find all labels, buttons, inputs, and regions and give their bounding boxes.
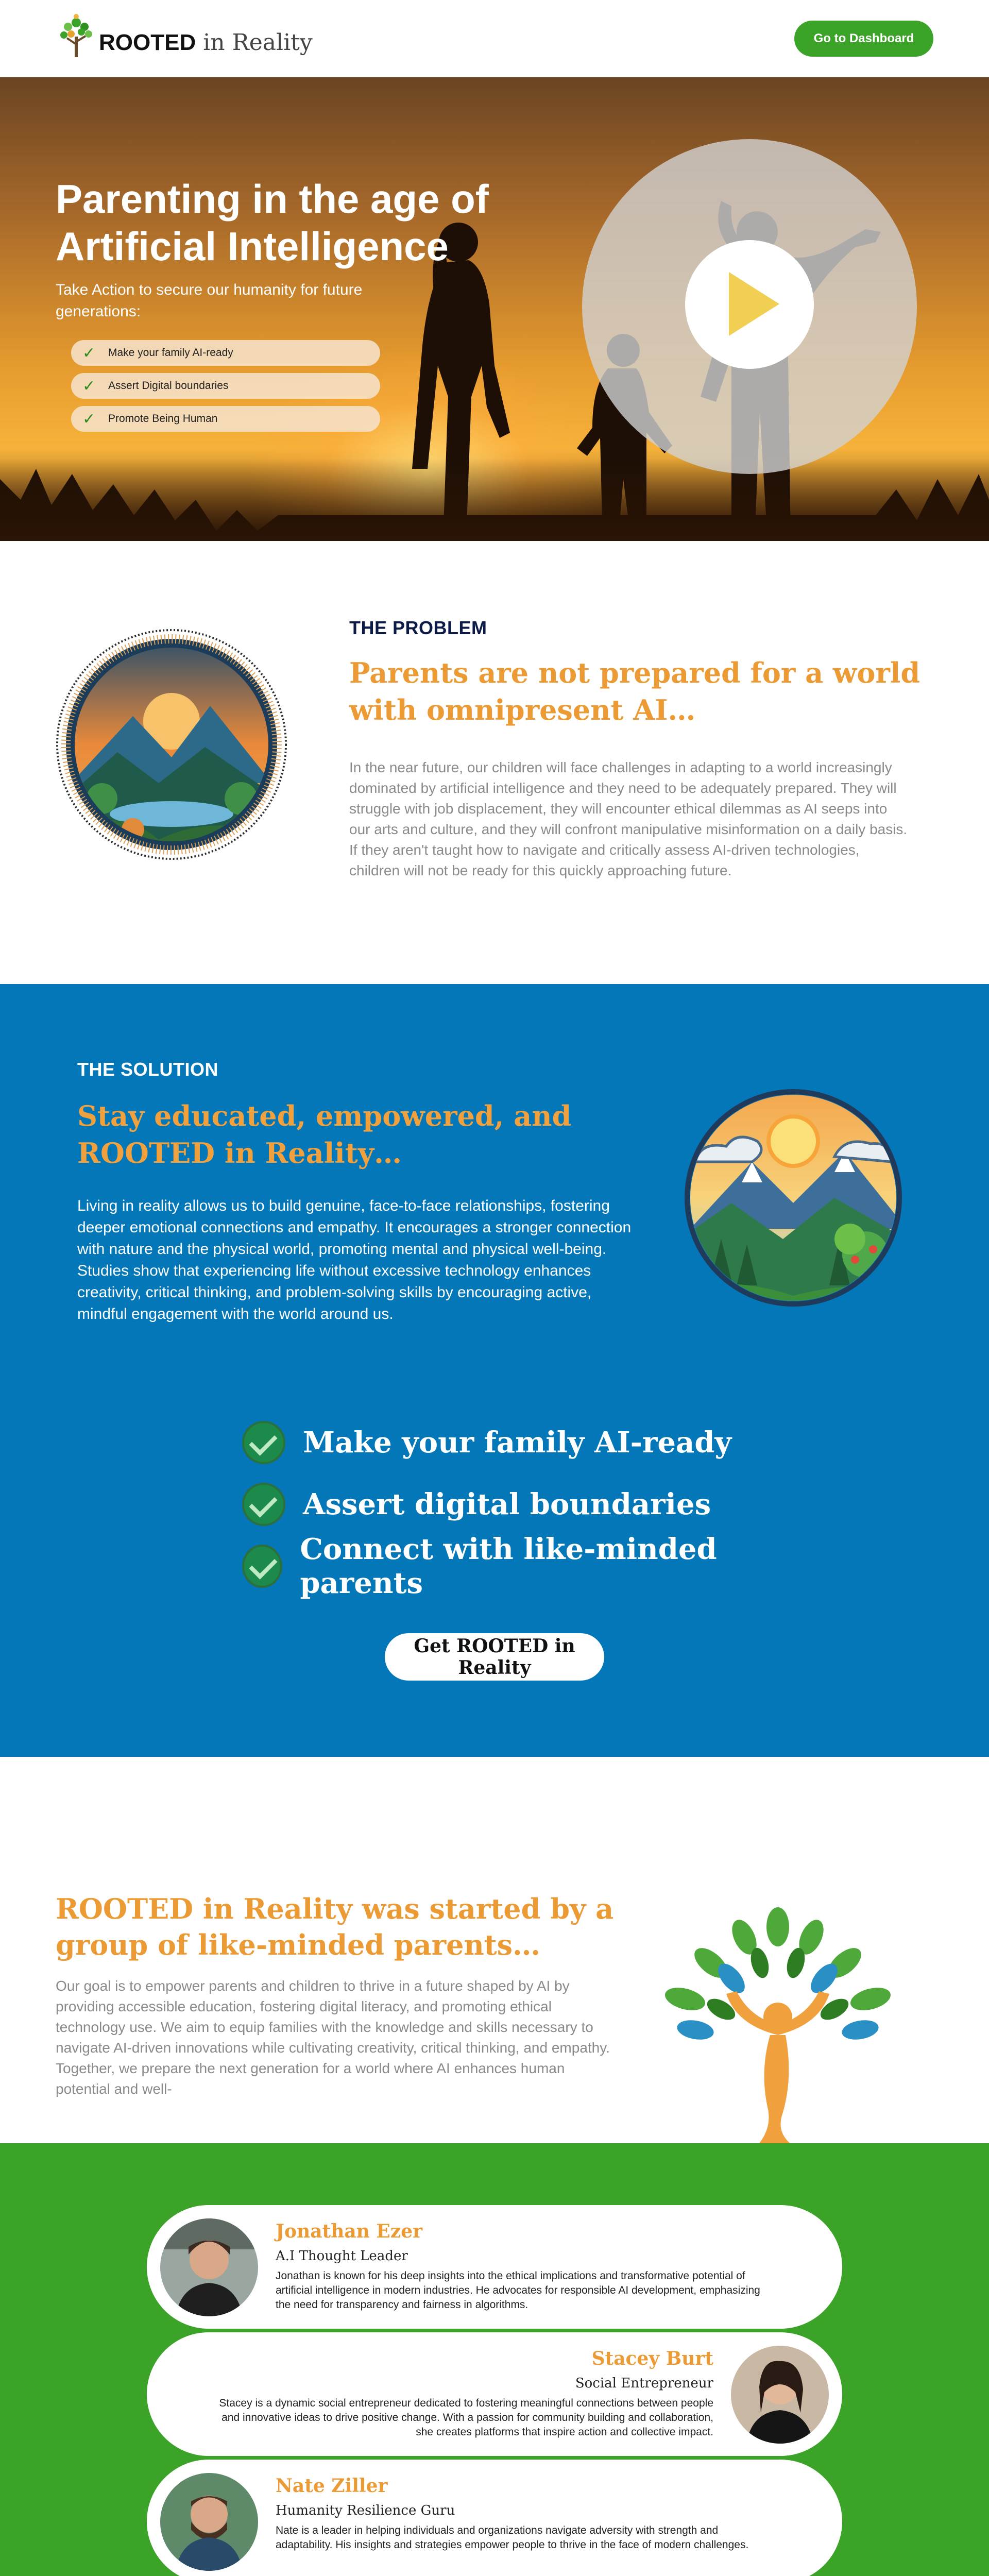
avatar bbox=[160, 2218, 258, 2316]
problem-heading: Parents are not prepared for a world with omnipresent AI… bbox=[349, 656, 920, 726]
solution-section bbox=[0, 984, 989, 1757]
brand-name bbox=[99, 29, 313, 56]
check-circle-icon bbox=[242, 1421, 285, 1464]
solution-benefit-item bbox=[242, 1412, 809, 1473]
hero-action-item bbox=[71, 340, 380, 366]
about-heading: ROOTED in Reality was started by a group of like-minded parents… bbox=[56, 1892, 614, 1961]
team-member-card bbox=[147, 2332, 842, 2456]
hero-action-label: Make your family AI-ready bbox=[108, 347, 233, 359]
solution-benefit-item bbox=[242, 1532, 809, 1600]
person-photo bbox=[731, 2346, 829, 2444]
solution-benefit-label: Assert digital boundaries bbox=[303, 1487, 711, 1521]
team-member-card bbox=[147, 2205, 842, 2329]
team-member-name: Jonathan Ezer bbox=[276, 2221, 423, 2242]
get-rooted-button[interactable]: Get ROOTED in Reality bbox=[385, 1633, 604, 1681]
hero-section bbox=[0, 77, 989, 541]
hero-action-item bbox=[71, 373, 380, 399]
solution-benefit-list bbox=[242, 1412, 809, 1600]
brand-name-bold: ROOTED bbox=[99, 30, 196, 55]
team-section bbox=[0, 2143, 989, 2576]
brand-logo[interactable] bbox=[56, 8, 313, 60]
solution-benefit-label: Make your family AI-ready bbox=[303, 1426, 732, 1460]
team-member-card bbox=[147, 2460, 842, 2576]
avatar bbox=[160, 2473, 258, 2571]
problem-kicker: THE PROBLEM bbox=[349, 617, 487, 638]
team-member-name: Stacey Burt bbox=[591, 2348, 713, 2369]
solution-heading: Stay educated, empowered, and ROOTED in Reality… bbox=[77, 1099, 572, 1170]
team-member-role: A.I Thought Leader bbox=[276, 2248, 408, 2264]
team-member-name: Nate Ziller bbox=[276, 2475, 388, 2497]
problem-section bbox=[0, 541, 989, 984]
hero-action-label: Assert Digital boundaries bbox=[108, 380, 229, 392]
check-circle-icon bbox=[242, 1545, 282, 1588]
team-member-role: Social Entrepreneur bbox=[575, 2376, 713, 2391]
person-tree-icon bbox=[654, 1906, 901, 2148]
hero-action-label: Promote Being Human bbox=[108, 413, 218, 425]
circuit-landscape-illustration bbox=[56, 629, 287, 860]
about-section bbox=[0, 1757, 989, 2143]
nature-scene-illustration bbox=[680, 1084, 907, 1311]
person-photo bbox=[160, 2473, 258, 2571]
hero-subtitle: Take Action to secure our humanity for future generations: bbox=[56, 281, 363, 320]
team-member-bio: Jonathan is known for his deep insights into the ethical implications and transformative potential of artificial intelligence in modern industries. He advocates for responsible AI development, emphasizing the need for transparency and fairness in algorithms. bbox=[276, 2270, 760, 2311]
hero-ground-shade bbox=[0, 459, 989, 541]
check-icon: ✓ bbox=[82, 410, 96, 428]
person-photo bbox=[160, 2218, 258, 2316]
team-member-bio: Stacey is a dynamic social entrepreneur dedicated to fostering meaningful connections between people and innovative ideas to drive positive change. With a passion for community building and collaboration, she creates platforms that inspire action and collective impact. bbox=[219, 2397, 713, 2438]
hero-title: Parenting in the age of Artificial Intelligence bbox=[56, 176, 489, 269]
solution-body: Living in reality allows us to build genuine, face-to-face relationships, fostering deeper emotional connections and empathy. It encourages a stronger connection with nature and the physical world, promoting mental and physical well-being. Studies show that experiencing life without excessive technology enhances creativity, critical thinking, and problem-solving skills by encouraging active, mindful engagement with the world around us. bbox=[77, 1197, 632, 1323]
site-header bbox=[0, 0, 989, 77]
go-to-dashboard-button[interactable]: Go to Dashboard bbox=[794, 21, 933, 57]
check-icon: ✓ bbox=[82, 344, 96, 362]
tree-logo-icon bbox=[56, 13, 97, 60]
problem-body: In the near future, our children will face challenges in adapting to a world increasingly dominated by artificial intelligence and they need to be adequately prepared. They will struggle with job displacement, they will encounter ethical dilemmas as AI seeps into our arts and culture, and they will confront manipulative misinformation on a daily basis. If they aren't taught how to navigate and critically assess AI-driven technologies, children will not be ready for this quickly approaching future. bbox=[349, 759, 908, 878]
avatar bbox=[731, 2346, 829, 2444]
hero-action-list bbox=[71, 340, 380, 439]
hero-action-item bbox=[71, 406, 380, 432]
brand-name-light: in Reality bbox=[196, 29, 313, 56]
solution-benefit-item bbox=[242, 1473, 809, 1535]
solution-benefit-label: Connect with like-minded parents bbox=[300, 1532, 717, 1600]
check-circle-icon bbox=[242, 1483, 285, 1526]
solution-kicker: THE SOLUTION bbox=[77, 1059, 218, 1080]
about-body: Our goal is to empower parents and children to thrive in a future shaped by AI by providing accessible education, fostering digital literacy, and promoting ethical technology use. We aim to equip families with the knowledge and skills necessary to navigate AI-driven innovations while cultivating creativity, critical thinking, and empathy. Together, we prepare the next generation for a world where AI enhances human potential and well- bbox=[56, 1978, 610, 2097]
team-member-bio: Nate is a leader in helping individuals and organizations navigate adversity with strength and adaptability. His insights and strategies empower people to thrive in the face of modern challenges. bbox=[276, 2524, 749, 2551]
check-icon: ✓ bbox=[82, 377, 96, 395]
team-member-role: Humanity Resilience Guru bbox=[276, 2503, 455, 2518]
play-icon[interactable] bbox=[729, 272, 779, 336]
